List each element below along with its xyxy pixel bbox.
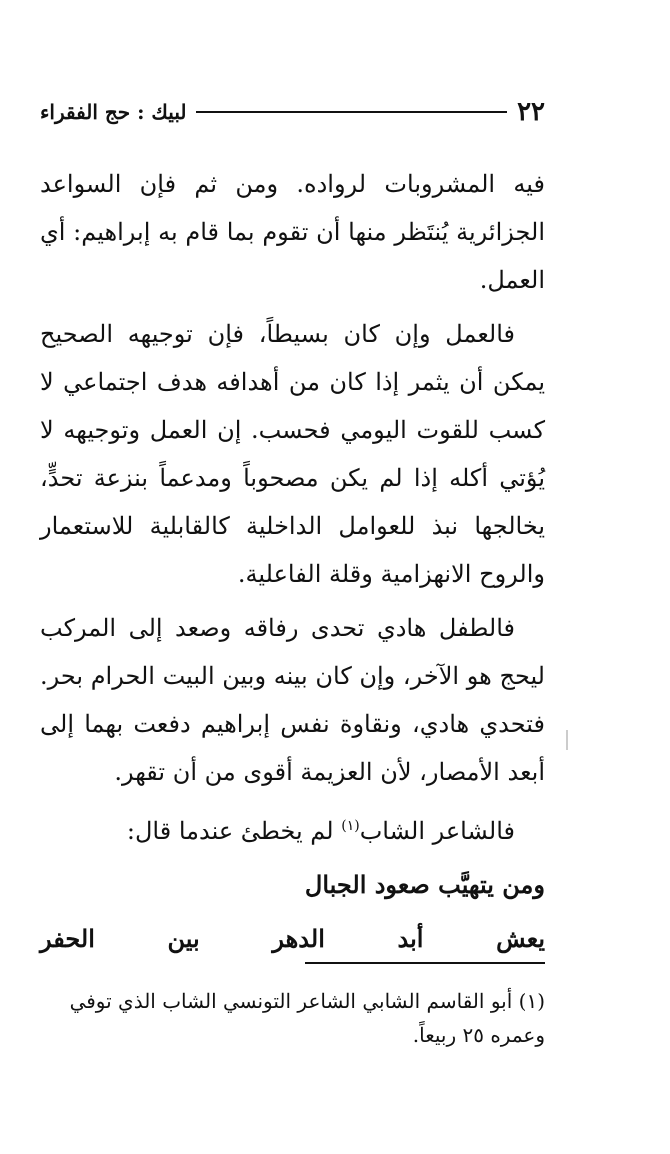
margin-mark (566, 730, 568, 750)
footnote-rule (305, 962, 545, 964)
running-title: لبيك : حج الفقراء (40, 100, 187, 124)
page-number: ٢٢ (517, 97, 545, 127)
paragraph-4-start: فالشاعر الشاب (359, 817, 515, 845)
paragraph-3: فالطفل هادي تحدى رفاقه وصعد إلى المركب ليحج هو الآخر، وإن كان بينه وبين البيت الحرام بحر. فتحدي هادي، ونقاوة نفس إبراهيم دفعت بهما إلى أبعد الأمصار، لأن العزيمة أقوى من أن تقهر. (40, 614, 545, 786)
paragraph-1: فيه المشروبات لرواده. ومن ثم فإن السواعد الجزائرية يُنتَظر منها أن تقوم بما قام به إبراهيم: أي العمل. (40, 170, 545, 294)
verse-line-1: ومن يتهيَّب صعود الجبال (304, 870, 545, 899)
footnote-marker: (١) (341, 818, 360, 834)
page-header (40, 92, 545, 132)
paragraph-2: فالعمل وإن كان بسيطاً، فإن توجيهه الصحيح يمكن أن يثمر إذا كان من أهدافه هدف اجتماعي لا كسب للقوت اليومي فحسب. إن العمل وتوجيهه لا يُؤتي أكله إذا لم يكن مصحوباً ومدعماً بنزعة تحدٍّ، يخالجها نبذ للعوامل الداخلية كالقابلية للاستعمار والروح الانهزامية وقلة الفاعلية. (40, 320, 545, 588)
verse-line-2: يعش أبد الدهر بين الحفر (40, 924, 545, 953)
header-rule (196, 111, 507, 113)
body-text (40, 160, 545, 969)
paragraph-4-end: لم يخطئ عندما قال: (126, 817, 342, 845)
footnote: (١) أبو القاسم الشابي الشاعر التونسي الشاب الذي توفي وعمره ٢٥ ربيعاً. (69, 989, 545, 1047)
paragraph-4 (40, 802, 545, 855)
